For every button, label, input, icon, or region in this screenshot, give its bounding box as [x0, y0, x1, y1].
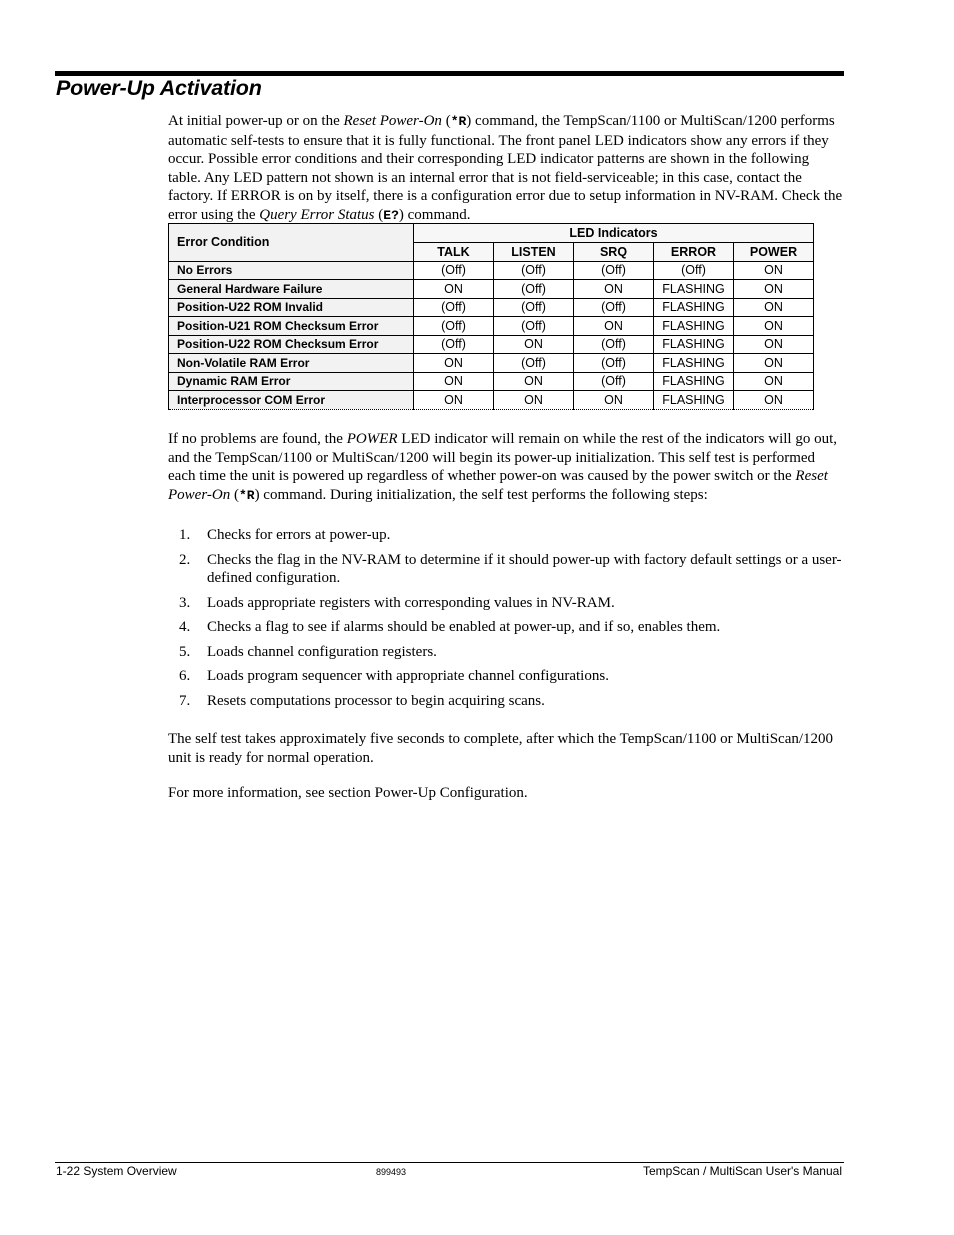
initialization-paragraph: If no problems are found, the POWER LED indicator will remain on while the rest of the indicators will go out, and the TempScan/1100 or MultiScan/1200 will begin its power-up initialization. This self test is performed each time the unit is powered up regardless of whether power-on was caused by the power switch or the Reset Power-On (*R) command. During initialization, the self test performs the following steps: — [168, 431, 838, 503]
step-text: Loads channel configuration registers. — [207, 643, 437, 660]
error-condition-cell: Position-U22 ROM Invalid — [169, 298, 414, 317]
led-state-cell: (Off) — [414, 261, 494, 280]
error-condition-header: Error Condition — [169, 224, 414, 262]
table-row — [169, 335, 814, 354]
column-header-power: POWER — [734, 243, 814, 262]
error-condition-cell: Position-U21 ROM Checksum Error — [169, 317, 414, 336]
table-row — [169, 354, 814, 373]
led-state-cell: ON — [734, 372, 814, 391]
led-state-cell: FLASHING — [654, 280, 734, 299]
led-state-cell: ON — [574, 391, 654, 410]
step-number: 1. — [179, 527, 191, 543]
error-condition-cell: No Errors — [169, 261, 414, 280]
led-state-cell: (Off) — [574, 298, 654, 317]
led-state-cell: (Off) — [494, 261, 574, 280]
error-condition-cell: Non-Volatile RAM Error — [169, 354, 414, 373]
completion-paragraph: The self test takes approximately five seconds to complete, after which the TempScan/1100 or MultiScan/1200 unit is ready for normal operation. — [168, 731, 834, 766]
footer-doc-number: 899493 — [376, 1167, 407, 1177]
footer-page-section: 1-22 System Overview — [56, 1164, 177, 1178]
led-state-cell: ON — [414, 280, 494, 299]
step-number: 5. — [179, 643, 191, 660]
footer-manual-title: TempScan / MultiScan User's Manual — [642, 1164, 842, 1178]
column-header-srq: SRQ — [574, 243, 654, 262]
table-row — [169, 298, 814, 317]
led-state-cell: ON — [574, 280, 654, 299]
led-state-cell: ON — [494, 391, 574, 410]
error-condition-cell: Position-U22 ROM Checksum Error — [169, 335, 414, 354]
led-state-cell: ON — [414, 391, 494, 410]
step-text: Loads appropriate registers with corresponding values in NV-RAM. — [207, 594, 615, 611]
column-header-talk: TALK — [414, 243, 494, 262]
list-item — [168, 594, 844, 613]
led-state-cell: ON — [734, 261, 814, 280]
led-state-cell: (Off) — [494, 280, 574, 299]
led-state-cell: ON — [734, 280, 814, 299]
led-state-cell: (Off) — [414, 335, 494, 354]
list-item — [168, 667, 844, 686]
led-state-cell: ON — [734, 317, 814, 336]
error-query-code: E? — [383, 207, 399, 223]
error-condition-cell: Interprocessor COM Error — [169, 391, 414, 410]
led-state-cell: ON — [494, 372, 574, 391]
column-header-error: ERROR — [654, 243, 734, 262]
reset-command-code: *R — [450, 114, 467, 129]
intro-paragraph: At initial power-up or on the Reset Power-On (*R) command, the TempScan/1100 or MultiScan/1200 performs automatic self-tests to ensure that it is fully functional. The front panel LED indicators show any errors if they occur. Possible error conditions and their corresponding LED indicator patterns are shown in the following table. Any LED pattern not shown is an internal error that is not field-serviceable; in this case, contact the factory. If ERROR is on by itself, there is a configuration error due to setup information in NV-RAM. Check the error using the Query Error Status (E?) command. — [168, 113, 843, 223]
led-state-cell: FLASHING — [654, 335, 734, 354]
reset-command-code: *R — [238, 487, 255, 503]
footer-rule — [55, 1162, 844, 1163]
query-error-status-command: Query Error Status — [259, 206, 375, 223]
step-number: 2. — [179, 551, 191, 568]
error-condition-cell: General Hardware Failure — [169, 280, 414, 299]
reset-power-on-command: Reset Power-On — [343, 113, 442, 129]
step-number: 6. — [179, 668, 191, 684]
led-state-cell: FLASHING — [654, 354, 734, 373]
table-row — [169, 391, 814, 410]
self-test-steps-list — [168, 526, 844, 716]
list-item — [168, 618, 844, 637]
more-info-paragraph: For more information, see section Power-Up Configuration. — [168, 785, 528, 801]
led-state-cell: ON — [574, 317, 654, 336]
step-text: Checks for errors at power-up. — [207, 527, 391, 543]
step-text: Resets computations processor to begin acquiring scans. — [207, 692, 545, 709]
error-condition-cell: Dynamic RAM Error — [169, 372, 414, 391]
step-text: Checks the flag in the NV-RAM to determine if it should power-up with factory default settings or a user-defined configuration. — [207, 551, 842, 586]
led-state-cell: ON — [414, 354, 494, 373]
led-state-cell: (Off) — [574, 261, 654, 280]
led-indicators-header: LED Indicators — [414, 224, 814, 243]
led-state-cell: (Off) — [654, 261, 734, 280]
led-state-cell: FLASHING — [654, 372, 734, 391]
led-state-cell: (Off) — [574, 354, 654, 373]
step-text: Loads program sequencer with appropriate channel configurations. — [207, 668, 609, 684]
led-state-cell: (Off) — [574, 335, 654, 354]
reset-power-on-command: Reset Power-On — [168, 468, 828, 503]
led-state-cell: ON — [734, 391, 814, 410]
column-header-listen: LISTEN — [494, 243, 574, 262]
led-state-cell: (Off) — [574, 372, 654, 391]
power-led-name: POWER — [346, 431, 398, 447]
led-state-cell: ON — [734, 335, 814, 354]
list-item — [168, 551, 844, 588]
led-state-cell: ON — [734, 354, 814, 373]
step-text: Checks a flag to see if alarms should be enabled at power-up, and if so, enables them. — [207, 619, 721, 635]
table-row — [169, 317, 814, 336]
led-state-cell: FLASHING — [654, 391, 734, 410]
error-condition-table — [168, 223, 814, 410]
table-row — [169, 280, 814, 299]
step-number: 4. — [179, 619, 191, 635]
led-state-cell: (Off) — [414, 317, 494, 336]
led-state-cell: ON — [414, 372, 494, 391]
step-number: 3. — [179, 594, 191, 611]
list-item — [168, 643, 844, 662]
led-state-cell: (Off) — [494, 354, 574, 373]
page-title: Power-Up Activation — [56, 76, 262, 100]
led-state-cell: ON — [734, 298, 814, 317]
led-state-cell: (Off) — [494, 298, 574, 317]
table-row — [169, 261, 814, 280]
led-state-cell: FLASHING — [654, 298, 734, 317]
led-state-cell: ON — [494, 335, 574, 354]
list-item — [168, 692, 844, 711]
step-number: 7. — [179, 692, 191, 709]
list-item — [168, 526, 844, 545]
led-state-cell: (Off) — [494, 317, 574, 336]
table-row — [169, 372, 814, 391]
led-state-cell: FLASHING — [654, 317, 734, 336]
led-state-cell: (Off) — [414, 298, 494, 317]
